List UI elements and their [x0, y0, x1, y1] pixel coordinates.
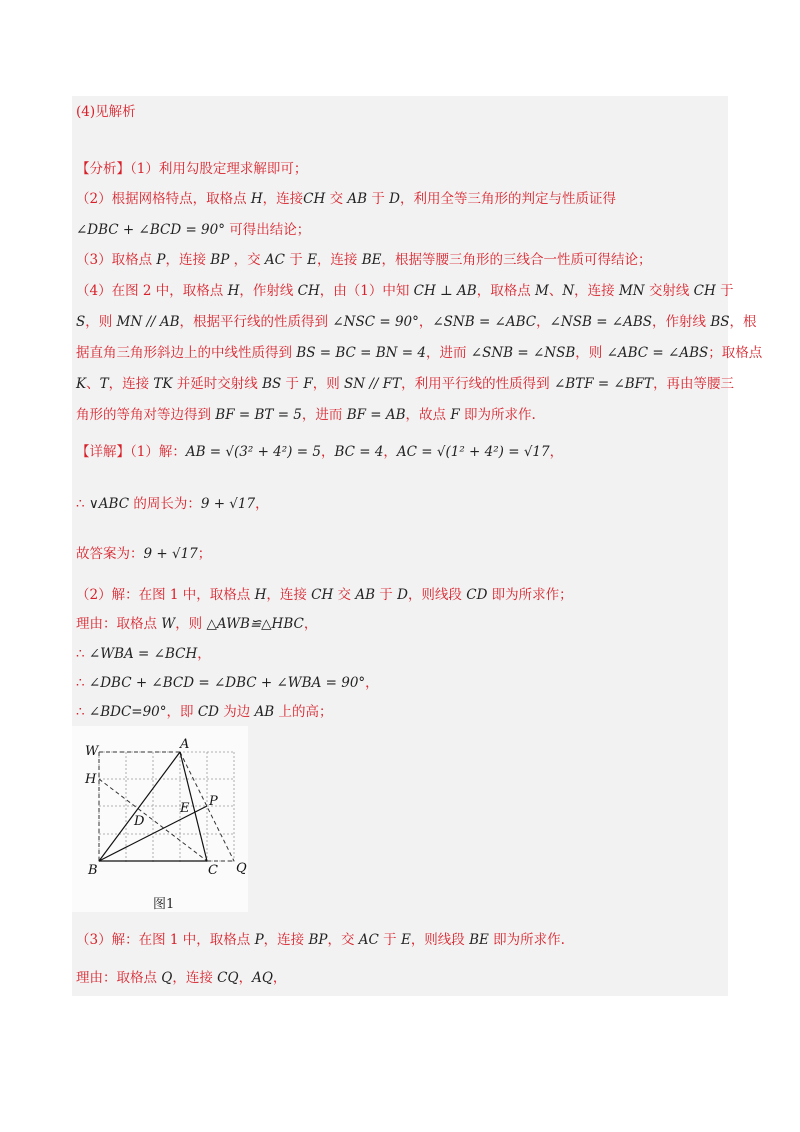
label-P: P — [209, 794, 218, 809]
text-segment: ， — [383, 444, 397, 460]
text-segment: ，作射线 — [239, 283, 298, 299]
text-segment: ，连接 — [108, 376, 154, 392]
text-segment: ，根据等腰三角形的三线合一性质可得结论； — [381, 252, 652, 268]
text-segment: （2）解：在图 1 中，取格点 — [76, 587, 255, 603]
text-segment: 故答案为： — [76, 546, 144, 562]
label-A: A — [180, 737, 190, 752]
text-segment: （4）在图 2 中，取格点 — [76, 283, 228, 299]
text-line — [76, 100, 136, 120]
text-segment: ，连接 — [574, 283, 619, 299]
text-segment: 于 — [281, 376, 304, 392]
text-segment: AC = √(1² + 4²) = √17 — [396, 444, 550, 460]
text-line — [76, 583, 573, 603]
text-line — [76, 341, 762, 361]
text-segment: BS — [262, 376, 282, 392]
text-segment: 的周长为： — [129, 496, 201, 512]
text-segment: ∠NSC = 90° — [332, 314, 419, 330]
text-segment: △AWB≌△HBC — [206, 616, 304, 632]
text-segment: 于 — [284, 252, 308, 268]
text-segment: ，根据平行线的性质得到 — [179, 314, 333, 330]
text-segment: ，进而 — [301, 407, 347, 423]
text-segment: 、 — [548, 283, 563, 299]
text-line — [76, 279, 734, 299]
text-segment: W — [161, 616, 176, 632]
text-segment: ，连接 — [266, 587, 312, 603]
text-segment: AQ — [252, 970, 273, 986]
text-segment: H — [227, 283, 240, 299]
text-segment: ， — [320, 444, 335, 460]
text-segment: ，则 — [312, 376, 345, 392]
text-segment: （1）利用勾股定理求解即可； — [130, 161, 308, 177]
text-segment: CD — [466, 587, 488, 603]
label-C: C — [208, 863, 218, 878]
text-segment: 9 + √17 — [143, 546, 198, 562]
text-segment: （1）解： — [130, 444, 186, 460]
text-segment: ， — [303, 616, 318, 632]
text-segment: (4)见解析 — [76, 104, 136, 120]
text-segment: ， — [255, 496, 269, 512]
label-W: W — [85, 744, 99, 759]
text-line — [76, 157, 307, 177]
text-segment: ； — [197, 546, 212, 562]
text-segment: ， — [549, 444, 564, 460]
text-segment: 于 — [367, 191, 390, 207]
text-segment: TK — [153, 376, 173, 392]
text-segment: ，交 — [327, 932, 359, 948]
text-segment: CH — [297, 283, 320, 299]
text-segment: 【分析】 — [76, 161, 130, 177]
text-segment: ∠DBC + ∠BCD = 90° — [76, 222, 225, 238]
text-line — [76, 218, 310, 238]
text-segment: ∠WBA = ∠BCH — [88, 646, 198, 662]
text-segment: ；取格点 — [708, 345, 763, 361]
text-segment: ，则 — [575, 345, 607, 361]
text-segment: ∠SNB = ∠NSB — [470, 345, 576, 361]
text-segment: D — [397, 587, 408, 603]
text-segment: ，进而 — [425, 345, 471, 361]
text-line — [76, 372, 734, 392]
text-segment: 、 — [86, 376, 100, 392]
text-segment: H — [250, 191, 263, 207]
text-segment: 即为所求作. — [488, 932, 565, 948]
text-segment: AB = √(3² + 4²) = 5 — [185, 444, 321, 460]
text-segment: CD — [197, 704, 219, 720]
text-segment: Q — [161, 970, 173, 986]
text-segment: E — [307, 252, 317, 268]
text-segment: BS = BC = BN = 4 — [296, 345, 426, 361]
text-segment: ，作射线 — [652, 314, 711, 330]
text-segment: CH — [311, 587, 334, 603]
figure-caption: 图1 — [153, 897, 175, 912]
text-line — [76, 403, 536, 423]
text-segment: 理由：取格点 — [76, 970, 162, 986]
text-line — [76, 612, 317, 632]
text-segment: 角形的等角对等边得到 — [76, 407, 216, 423]
text-segment: ∠BTF = ∠BFT — [553, 376, 654, 392]
figure-1 — [72, 726, 248, 912]
text-segment: 即为所求作. — [459, 407, 536, 423]
text-segment: S — [76, 314, 86, 330]
text-segment: ∠DBC + ∠BCD = ∠DBC + ∠WBA = 90° — [88, 675, 366, 691]
text-segment: （2）根据网格特点，取格点 — [76, 191, 251, 207]
text-line — [76, 966, 286, 986]
text-segment: ∨ABC — [88, 496, 130, 512]
text-segment: 上的高； — [274, 704, 333, 720]
text-segment: 可得出结论； — [225, 222, 311, 238]
text-segment: 据直角三角形斜边上的中线性质得到 — [76, 345, 297, 361]
text-segment: AB — [347, 191, 368, 207]
text-segment: BF = AB — [346, 407, 406, 423]
text-segment: ∠SNB = ∠ABC — [432, 314, 537, 330]
text-segment: AB — [254, 704, 275, 720]
text-segment: N — [562, 283, 575, 299]
text-segment: ∴ — [76, 704, 89, 720]
text-line — [76, 928, 565, 948]
text-segment: AC — [358, 932, 379, 948]
text-segment: ，则 — [175, 616, 207, 632]
text-segment: ，则线段 — [407, 587, 467, 603]
text-segment: ，由（1）中知 — [319, 283, 414, 299]
text-segment: ， — [365, 675, 379, 691]
text-segment: ，连接 — [165, 252, 211, 268]
text-segment: ，则 — [85, 314, 117, 330]
text-segment: H — [254, 587, 267, 603]
text-segment: ， — [197, 646, 211, 662]
text-segment: 交 — [333, 587, 356, 603]
text-segment: CH — [693, 283, 716, 299]
text-segment: ，连接 — [263, 932, 309, 948]
text-segment: （3）取格点 — [76, 252, 157, 268]
text-segment: 即为所求作； — [487, 587, 573, 603]
text-segment: ， — [536, 314, 550, 330]
text-segment: E — [400, 932, 411, 948]
text-segment: M — [535, 283, 549, 299]
text-segment: ，连接 — [316, 252, 362, 268]
text-segment: ，再由等腰三 — [653, 376, 735, 392]
text-segment: CH — [303, 191, 326, 207]
text-segment: BE — [469, 932, 489, 948]
text-segment: T — [99, 376, 109, 392]
label-D: D — [134, 814, 145, 829]
text-segment: ，利用平行线的性质得到 — [401, 376, 554, 392]
text-segment: CQ — [217, 970, 239, 986]
label-Q: Q — [236, 861, 247, 876]
text-segment: P — [156, 252, 166, 268]
text-segment: 交射线 — [644, 283, 694, 299]
text-segment: ，连接 — [262, 191, 304, 207]
text-segment: BF = BT = 5 — [215, 407, 302, 423]
text-segment: 并延时交射线 — [172, 376, 263, 392]
text-segment: 交 — [325, 191, 348, 207]
text-line — [76, 671, 379, 691]
text-line — [76, 187, 616, 207]
text-segment: ，连接 — [172, 970, 218, 986]
text-segment: 为边 — [218, 704, 255, 720]
text-segment: P — [254, 932, 264, 948]
text-segment: 于 — [715, 283, 734, 299]
text-line — [76, 542, 211, 562]
text-segment: 【详解】 — [76, 444, 130, 460]
text-segment: 于 — [378, 932, 401, 948]
text-line — [76, 310, 757, 330]
text-segment: ，即 — [166, 704, 198, 720]
text-segment: ∠ABC = ∠ABS — [606, 345, 709, 361]
text-segment: ， — [418, 314, 433, 330]
text-segment: ，利用全等三角形的判定与性质证得 — [399, 191, 616, 207]
text-segment: 于 — [375, 587, 398, 603]
text-segment: ，根 — [729, 314, 757, 330]
text-segment: SN // FT — [344, 376, 402, 392]
text-line — [76, 492, 269, 512]
text-segment: MN // AB — [116, 314, 180, 330]
text-segment: 理由：取格点 — [76, 616, 162, 632]
text-segment: ∠BDC=90° — [88, 704, 167, 720]
text-segment: F — [450, 407, 460, 423]
text-segment: BE — [361, 252, 382, 268]
text-segment: K — [76, 376, 87, 392]
text-segment: BC = 4 — [334, 444, 384, 460]
text-segment: F — [303, 376, 313, 392]
text-segment: 9 + √17 — [200, 496, 256, 512]
text-segment: BP — [210, 252, 230, 268]
text-segment: ∴ — [76, 496, 89, 512]
text-segment: ，交 — [229, 252, 265, 268]
text-segment: ∠NSB = ∠ABS — [549, 314, 653, 330]
text-segment: ， — [272, 970, 287, 986]
text-segment: CH ⊥ AB — [413, 283, 477, 299]
text-line — [76, 248, 652, 268]
text-segment: BS — [710, 314, 730, 330]
text-segment: MN — [618, 283, 645, 299]
text-segment: ，故点 — [405, 407, 451, 423]
text-line — [76, 642, 211, 662]
text-segment: D — [389, 191, 400, 207]
text-segment: ， — [238, 970, 253, 986]
text-line — [76, 700, 333, 720]
text-segment: ∴ — [76, 646, 89, 662]
label-H: H — [85, 772, 97, 787]
label-E: E — [180, 801, 190, 816]
label-B: B — [88, 863, 98, 878]
text-segment: ，取格点 — [476, 283, 535, 299]
text-segment: ∴ — [76, 675, 89, 691]
text-segment: AC — [264, 252, 285, 268]
text-segment: AB — [355, 587, 376, 603]
text-segment: （3）解：在图 1 中，取格点 — [76, 932, 255, 948]
text-line — [76, 440, 563, 460]
text-segment: BP — [308, 932, 328, 948]
text-segment: ，则线段 — [410, 932, 470, 948]
geometry-diagram — [72, 726, 248, 912]
